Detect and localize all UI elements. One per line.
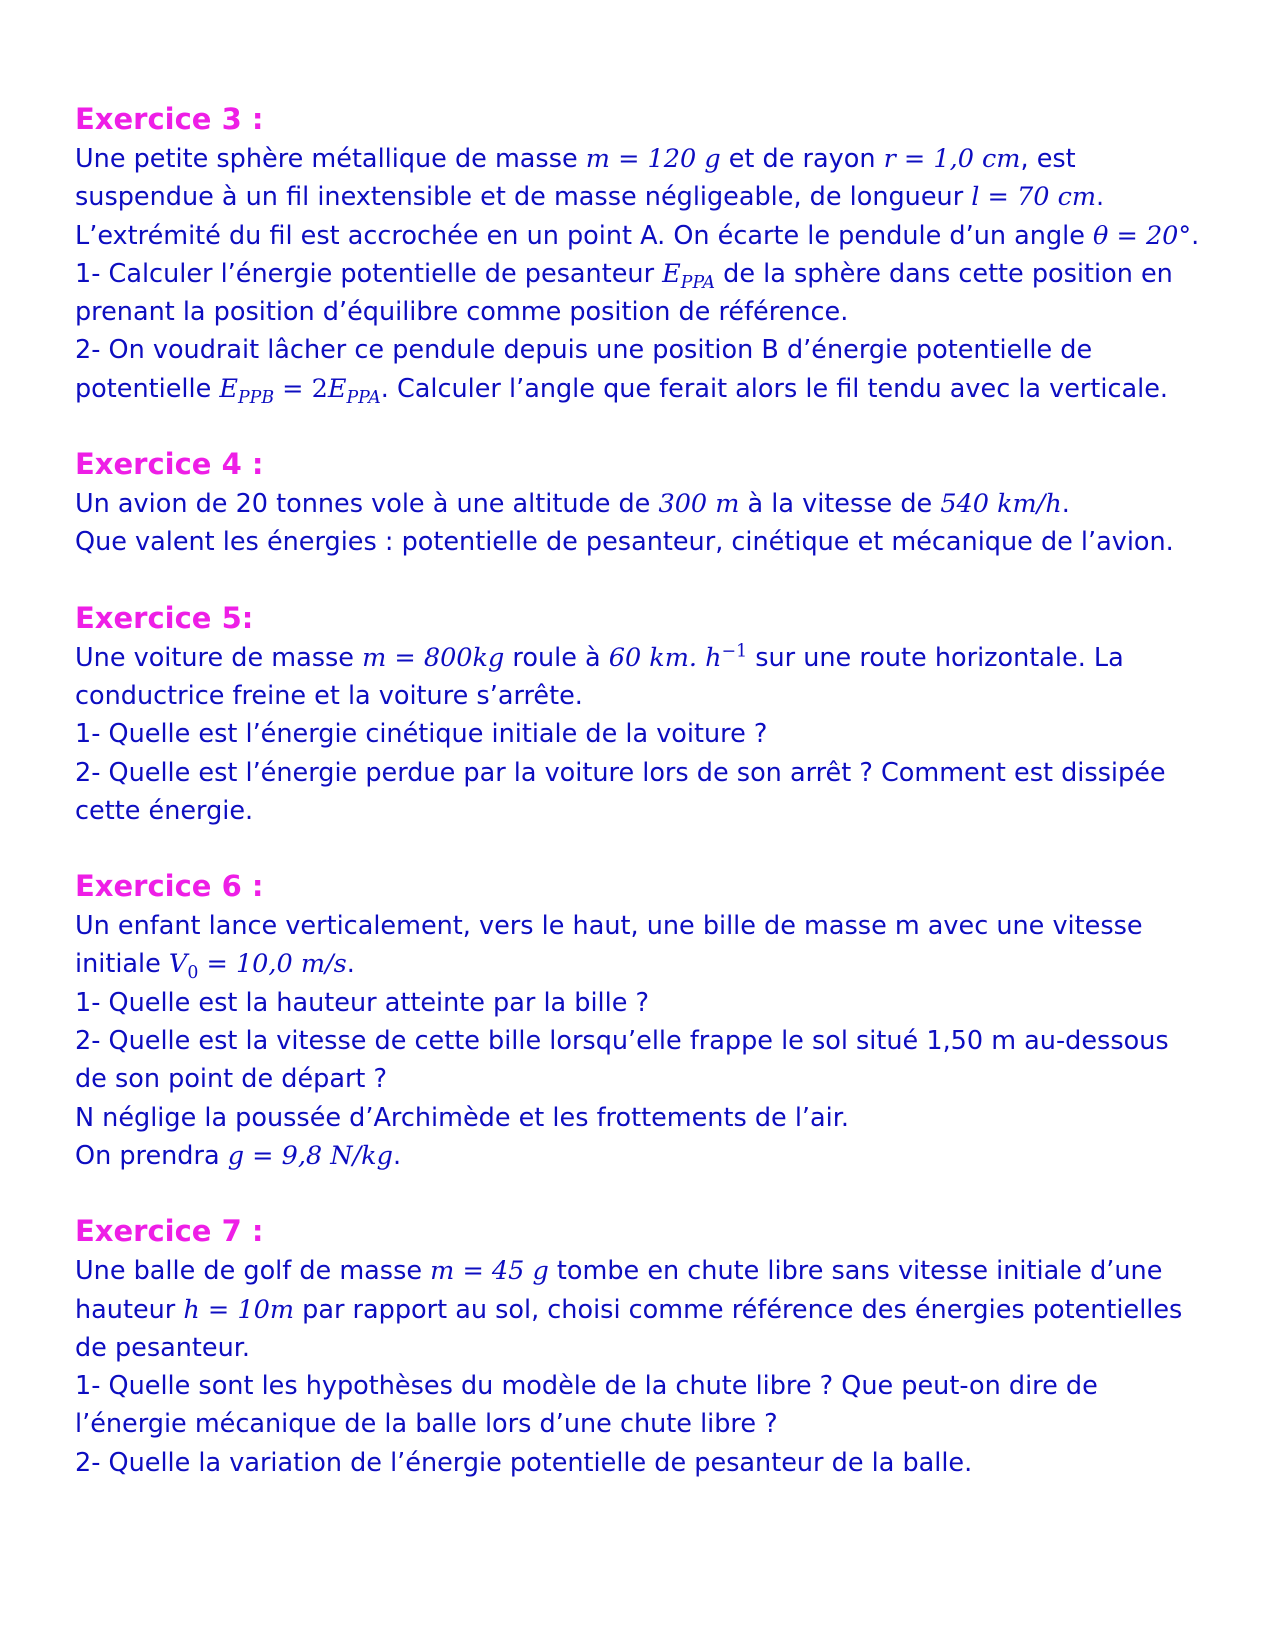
gravity-formula: g = 9,8 N/kg <box>227 1140 393 1171</box>
exercise-6-line-2: initiale $V_0 = 10,0$ m/s. <box>75 949 355 984</box>
exercise-5 <box>75 599 1225 830</box>
exercise-3-line-7: potentielle $E_{PPB} = 2E_{PPA}$. Calculer l’angle que ferait alors le fil tendu avec la verticale. <box>75 373 1169 408</box>
exercise-4-line-2: Que valent les énergies : potentielle de pesanteur, cinétique et mécanique de l’avion. <box>75 527 1174 558</box>
height-formula: h = 10m <box>183 1294 295 1325</box>
speed-formula: 540 km/h <box>940 489 1062 520</box>
exercise-7-line-4: 1- Quelle sont les hypothèses du modèle de la chute libre ? Que peut-on dire de <box>75 1371 1098 1402</box>
exercise-6-line-1: Un enfant lance verticalement, vers le haut, une bille de masse m avec une vitesse <box>75 911 1143 942</box>
exercise-4-line-1: Un avion de 20 tonnes vole à une altitude de 300 m à la vitesse de 540 km/h. <box>75 489 1070 520</box>
exercise-7-line-6: 2- Quelle la variation de l’énergie potentielle de pesanteur de la balle. <box>75 1447 973 1478</box>
exercise-5-line-2: conductrice freine et la voiture s’arrête. <box>75 680 583 711</box>
exercise-3 <box>75 100 1225 408</box>
length-formula: l = 70 cm <box>971 182 1097 213</box>
exercise-7-line-2: hauteur h = 10m par rapport au sol, choisi comme référence des énergies potentielles <box>75 1294 1183 1325</box>
exercise-5-line-3: 1- Quelle est l’énergie cinétique initiale de la voiture ? <box>75 719 768 750</box>
exercise-3-line-3: L’extrémité du fil est accrochée en un point A. On écarte le pendule d’un angle θ = 20°. <box>75 220 1200 251</box>
exercise-6 <box>75 867 1225 1175</box>
exercise-5-line-1: Une voiture de masse m = 800kg roule à 60 km. $h^{-1}$ sur une route horizontale. La <box>75 641 1124 673</box>
exercise-7 <box>75 1212 1225 1482</box>
exercise-6-line-5: de son point de départ ? <box>75 1064 388 1095</box>
speed-formula: 60 km. h <box>608 642 722 673</box>
radius-formula: r = 1,0 cm <box>883 144 1021 174</box>
altitude-formula: 300 m <box>658 489 740 520</box>
exercise-3-title: Exercice 3 : <box>75 102 264 136</box>
exercise-3-line-5: prenant la position d’équilibre comme position de référence. <box>75 297 849 328</box>
exercise-5-title: Exercice 5: <box>75 600 254 635</box>
exercise-3-line-1: Une petite sphère métallique de masse m = 120 g et de rayon r = 1,0 cm, est <box>75 144 1076 174</box>
exercise-6-line-6: N néglige la poussée d’Archimède et les frottements de l’air. <box>75 1102 849 1133</box>
velocity-formula: = 10,0 m/s <box>198 949 347 980</box>
exercise-7-line-3: de pesanteur. <box>75 1332 251 1363</box>
exercise-3-line-4: 1- Calculer l’énergie potentielle de pesanteur $E_{PPA}$ de la sphère dans cette position en <box>75 258 1173 293</box>
mass-formula: m = 800kg <box>362 642 505 673</box>
mass-formula: m = 120 g <box>585 144 721 174</box>
angle-formula: θ = 20° <box>1093 220 1192 251</box>
exercise-7-title: Exercice 7 : <box>75 1214 264 1249</box>
exercise-4-title: Exercice 4 : <box>75 447 264 482</box>
exercise-6-line-4: 2- Quelle est la vitesse de cette bille lorsqu’elle frappe le sol situé 1,50 m au-dessous <box>75 1026 1169 1057</box>
mass-formula: m = 45 g <box>430 1256 549 1287</box>
exercise-7-line-1: Une balle de golf de masse m = 45 g tombe en chute libre sans vitesse initiale d’une <box>75 1256 1163 1287</box>
velocity-symbol: V <box>168 949 188 980</box>
exercise-3-line-2: suspendue à un fil inextensible et de masse négligeable, de longueur l = 70 cm. <box>75 182 1105 213</box>
energy-symbol: E <box>662 258 681 289</box>
exercise-5-line-5: cette énergie. <box>75 795 254 826</box>
exercise-6-title: Exercice 6 : <box>75 869 264 904</box>
exercise-4 <box>75 445 1225 562</box>
document-page <box>75 100 1225 1519</box>
exercise-6-line-3: 1- Quelle est la hauteur atteinte par la bille ? <box>75 987 650 1018</box>
exercise-7-line-5: l’énergie mécanique de la balle lors d’une chute libre ? <box>75 1409 778 1440</box>
exercise-3-line-6: 2- On voudrait lâcher ce pendule depuis une position B d’énergie potentielle de <box>75 335 1093 366</box>
exercise-6-line-7: On prendra g = 9,8 N/kg. <box>75 1140 402 1171</box>
exercise-5-line-4: 2- Quelle est l’énergie perdue par la voiture lors de son arrêt ? Comment est dissipée <box>75 757 1166 788</box>
